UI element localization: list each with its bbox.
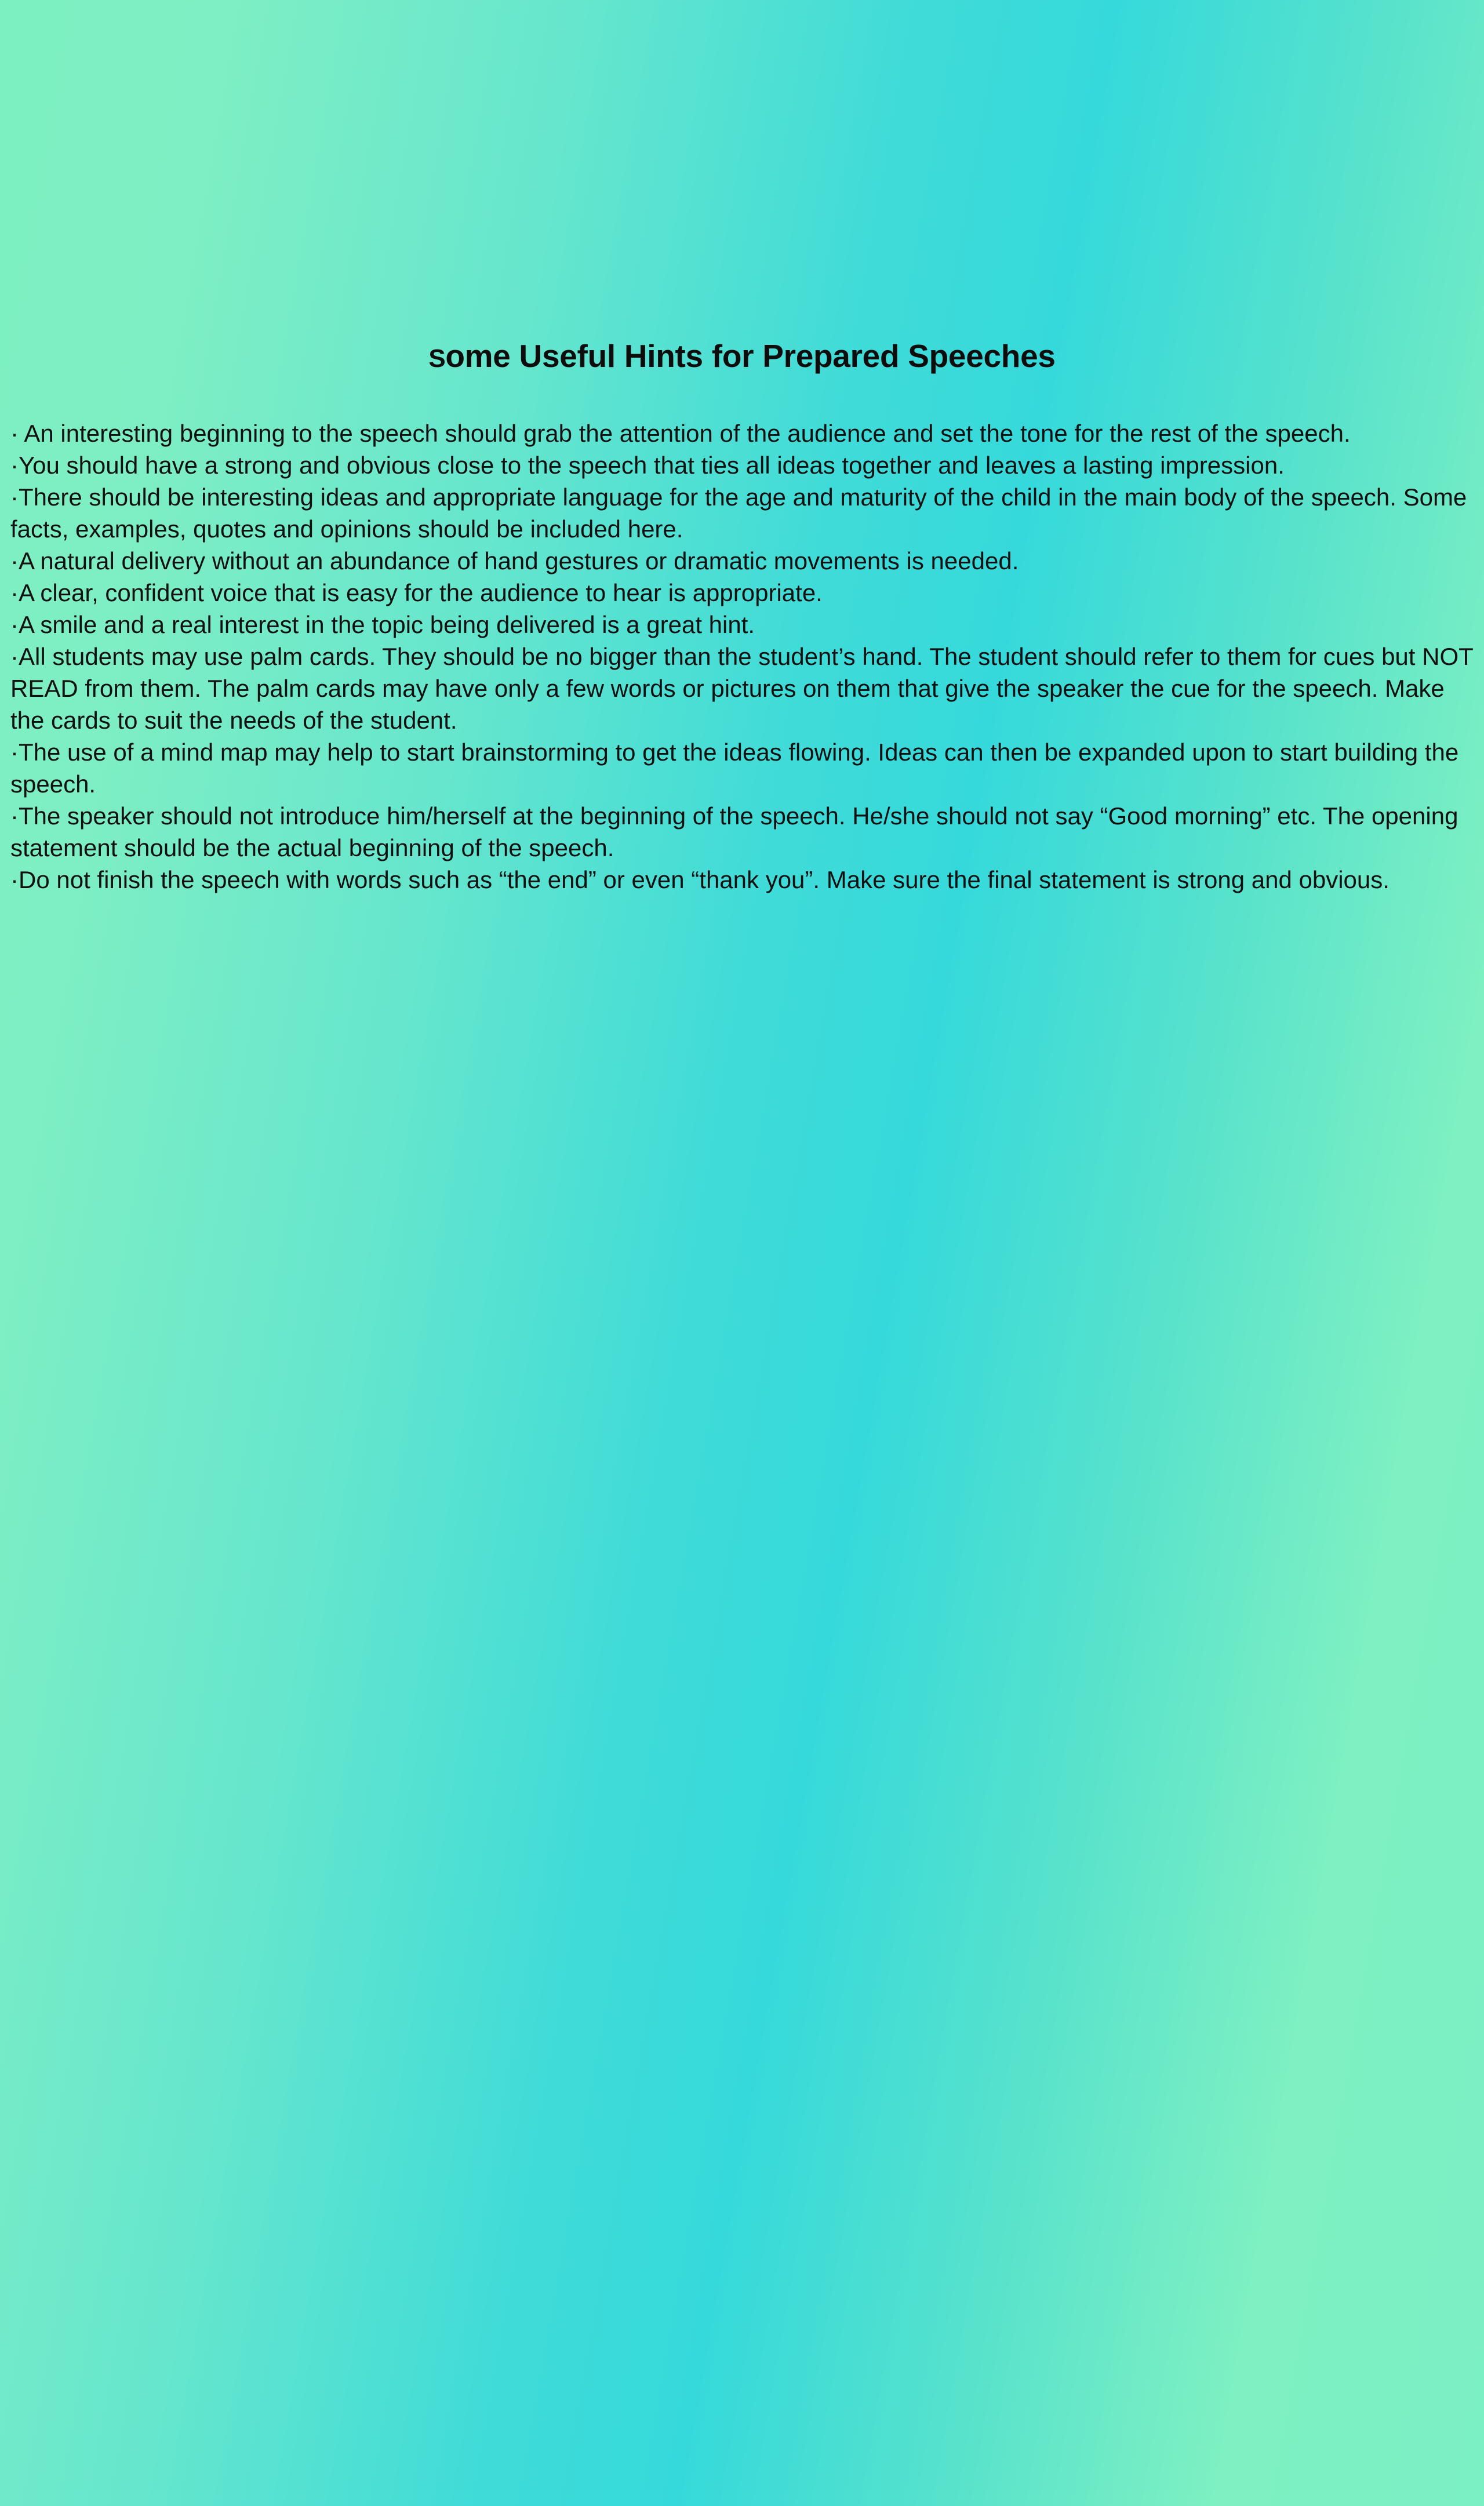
page-title [0,337,1484,374]
list-item [10,800,1477,864]
list-item [10,449,1477,481]
list-item-text: The use of a mind map may help to start brainstorming to get the ideas flowing. Ideas can then be expanded upon to start building the speech. [10,739,1459,798]
bullet-glyph: · [10,579,19,606]
bullet-glyph: · [10,866,19,893]
bullet-glyph: · [10,611,19,638]
bullet-glyph: · [10,739,19,766]
list-item-text: There should be interesting ideas and appropriate language for the age and maturity of the child in the main body of the speech. Some facts, examples, quotes and opinions should be included here. [10,483,1467,543]
bullet-glyph: · [10,802,19,830]
bullet-glyph: · [10,420,24,447]
list-item [10,545,1477,577]
bullet-glyph: · [10,483,19,511]
list-item [10,609,1477,641]
list-item-text: A smile and a real interest in the topic being delivered is a great hint. [19,611,755,638]
list-item-text: The speaker should not introduce him/herself at the beginning of the speech. He/she should not say “Good morning” etc. The opening statement should be the actual beginning of the speech. [10,802,1458,861]
bullet-glyph: · [10,452,19,479]
bullet-glyph: · [10,643,19,670]
list-item [10,577,1477,609]
list-item [10,864,1477,896]
list-item [10,641,1477,736]
list-item-text: A clear, confident voice that is easy for the audience to hear is appropriate. [19,579,823,606]
list-item-text: An interesting beginning to the speech should grab the attention of the audience and set the tone for the rest of the speech. [24,420,1351,447]
list-item-text: You should have a strong and obvious close to the speech that ties all ideas together and leaves a lasting impression. [19,452,1285,479]
list-item-text: Do not finish the speech with words such as “the end” or even “thank you”. Make sure the final statement is strong and obvious. [19,866,1390,893]
list-item [10,417,1477,449]
list-item [10,736,1477,800]
list-item-text: All students may use palm cards. They should be no bigger than the student’s hand. The student should refer to them for cues but NOT READ from them. The palm cards may have only a few words or pictures on them that give the speaker the cue for the speech. Make the cards to suit the needs of the student. [10,643,1474,734]
bullet-glyph: · [10,547,19,574]
page-title-lead-letter: S [428,344,446,373]
page-title-text: ome Useful Hints for Prepared Speeches [445,337,1056,374]
list-item [10,481,1477,545]
list-item-text: A natural delivery without an abundance of hand gestures or dramatic movements is needed. [19,547,1019,574]
hints-list [10,417,1477,896]
